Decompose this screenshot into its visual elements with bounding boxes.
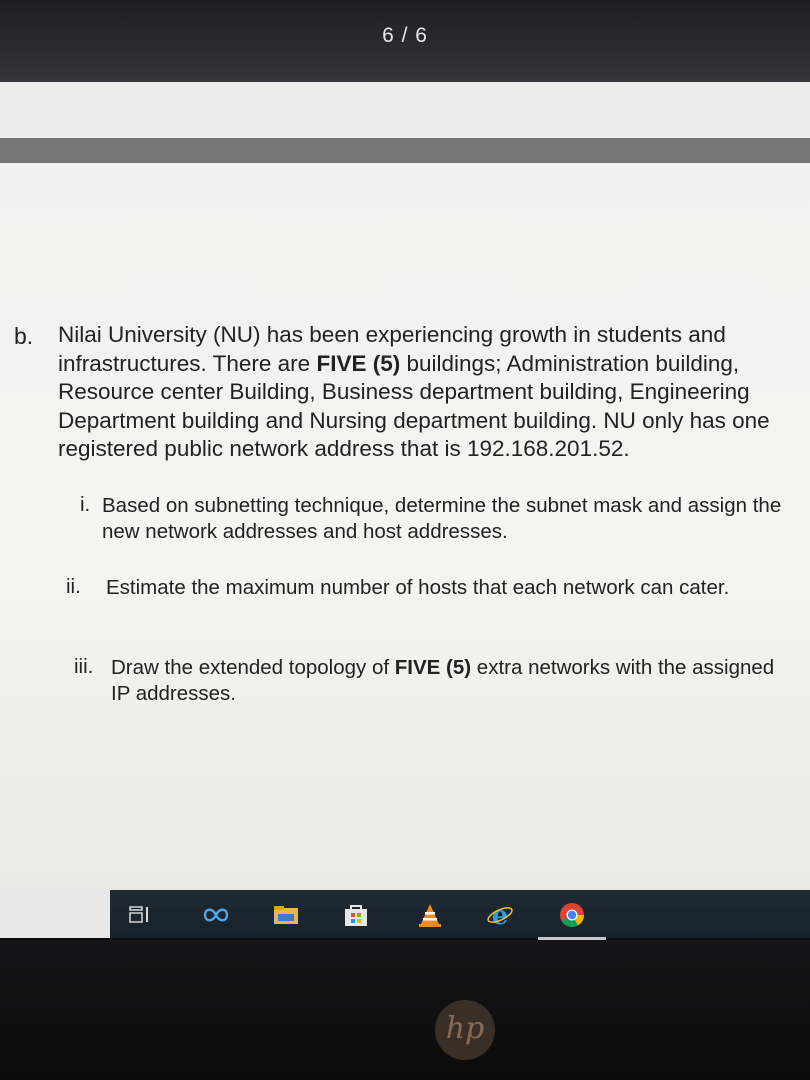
question-text-end: buildings; Administration building, Resource center Building, Business department building, Engineering Department building and Nursing department building. NU only has one registered public network address that is 192.168.201.52. xyxy=(58,350,770,461)
internet-explorer-icon[interactable] xyxy=(486,902,514,928)
part-text-bold: FIVE (5) xyxy=(394,656,472,679)
task-view-icon[interactable] xyxy=(126,902,154,928)
part-text-end: extra networks with the assigned IP addresses. xyxy=(111,656,775,705)
svg-text:e: e xyxy=(491,902,509,928)
question-letter: b. xyxy=(14,323,34,349)
page-indicator: 6 / 6 xyxy=(382,24,428,47)
store-icon[interactable] xyxy=(342,902,370,928)
taskbar-search-area[interactable] xyxy=(0,890,110,938)
vlc-icon[interactable] xyxy=(416,902,444,928)
part-text: Estimate the maximum number of hosts that each network can cater. xyxy=(106,576,730,599)
hp-logo: hp xyxy=(435,1000,495,1060)
chrome-icon[interactable] xyxy=(558,902,586,928)
part-text xyxy=(111,655,791,707)
page-separator xyxy=(0,138,810,163)
question-text-bold: FIVE (5) xyxy=(316,350,401,376)
part-text: Based on subnetting technique, determine the subnet mask and assign the new network addresses and host addresses. xyxy=(102,494,782,543)
taskbar xyxy=(110,890,810,938)
question-text-start: Nilai University (NU) has been experiencing growth in students and infrastructures. There are xyxy=(58,322,726,376)
part-number: i. xyxy=(80,493,91,516)
infinity-app-icon[interactable] xyxy=(202,902,230,928)
question-text xyxy=(58,321,800,464)
part-text-start: Draw the extended topology of xyxy=(111,656,395,679)
viewer-toolbar xyxy=(0,82,810,138)
laptop-bezel xyxy=(0,940,810,1080)
part-number: ii. xyxy=(66,575,81,598)
file-explorer-icon[interactable] xyxy=(272,902,300,928)
document-page xyxy=(0,163,810,890)
part-number: iii. xyxy=(74,655,94,678)
viewer-top-bar xyxy=(0,0,810,82)
